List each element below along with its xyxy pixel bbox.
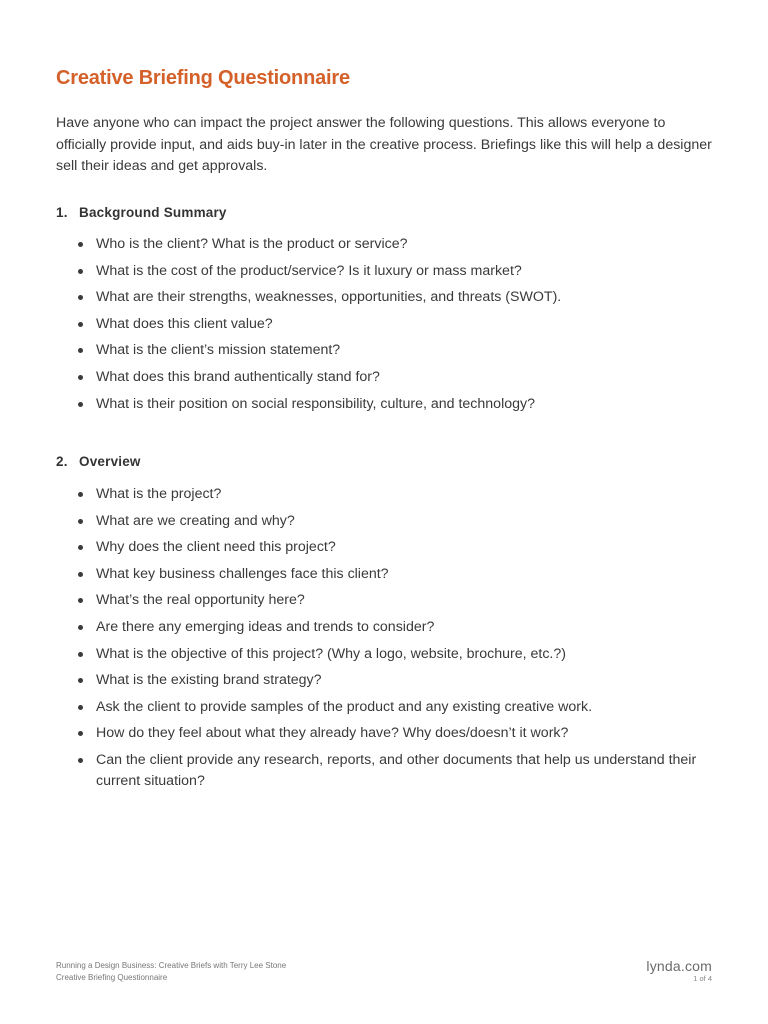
question-text: What is their position on social responsibility, culture, and technology? bbox=[96, 395, 535, 412]
list-item bbox=[78, 750, 718, 792]
list-item bbox=[78, 340, 718, 361]
question-text: What does this client value? bbox=[96, 315, 273, 332]
bullet-icon bbox=[78, 269, 83, 274]
bullet-icon bbox=[78, 652, 83, 657]
question-text: What’s the real opportunity here? bbox=[96, 592, 305, 609]
section-title: Overview bbox=[79, 454, 141, 469]
section-number: 2. bbox=[56, 454, 68, 469]
question-text: What is the existing brand strategy? bbox=[96, 672, 322, 689]
list-item bbox=[78, 484, 718, 505]
list-item bbox=[78, 590, 718, 611]
bullet-icon bbox=[78, 519, 83, 524]
list-item bbox=[78, 564, 718, 585]
bullet-icon bbox=[78, 402, 83, 407]
bullet-icon bbox=[78, 348, 83, 353]
bullet-icon bbox=[78, 492, 83, 497]
question-text: What is the objective of this project? (Why a logo, website, brochure, etc.?) bbox=[96, 645, 566, 662]
section-heading-overview bbox=[56, 452, 141, 472]
question-text: How do they feel about what they already have? Why does/doesn’t it work? bbox=[96, 725, 569, 742]
question-text: Who is the client? What is the product or service? bbox=[96, 236, 408, 252]
question-text: Ask the client to provide samples of the product and any existing creative work. bbox=[96, 698, 593, 715]
footer-course-info bbox=[56, 960, 286, 984]
bullet-icon bbox=[78, 375, 83, 380]
question-text: What are their strengths, weaknesses, opportunities, and threats (SWOT). bbox=[96, 289, 562, 306]
list-item bbox=[78, 617, 718, 638]
page-title: Creative Briefing Questionnaire bbox=[56, 67, 350, 89]
bullet-icon bbox=[78, 545, 83, 550]
bullet-icon bbox=[78, 322, 83, 327]
question-text: Are there any emerging ideas and trends to consider? bbox=[96, 618, 435, 635]
footer-branding bbox=[646, 958, 712, 984]
section-number: 1. bbox=[56, 205, 68, 220]
list-item bbox=[78, 314, 718, 335]
section-title: Background Summary bbox=[79, 205, 227, 220]
bullet-icon bbox=[78, 731, 83, 736]
list-item bbox=[78, 394, 718, 415]
list-item bbox=[78, 670, 718, 691]
question-text: What is the client’s mission statement? bbox=[96, 342, 341, 359]
question-text: Why does the client need this project? bbox=[96, 539, 336, 556]
question-text: Can the client provide any research, reports, and other documents that help us understand their current situation? bbox=[96, 751, 697, 789]
list-item bbox=[78, 287, 718, 308]
bullet-icon bbox=[78, 598, 83, 603]
footer-course-title: Running a Design Business: Creative Briefs with Terry Lee Stone bbox=[56, 961, 287, 970]
list-item bbox=[78, 511, 718, 532]
list-item bbox=[78, 537, 718, 558]
question-text: What key business challenges face this client? bbox=[96, 565, 389, 582]
bullet-icon bbox=[78, 678, 83, 683]
bullet-icon bbox=[78, 242, 83, 247]
list-item bbox=[78, 261, 718, 282]
background-summary-list bbox=[78, 234, 718, 420]
footer-document-name: Creative Briefing Questionnaire bbox=[56, 973, 168, 982]
bullet-icon bbox=[78, 705, 83, 710]
bullet-icon bbox=[78, 572, 83, 577]
question-text: What does this brand authentically stand for? bbox=[96, 368, 380, 385]
question-text: What is the project? bbox=[96, 486, 222, 502]
bullet-icon bbox=[78, 625, 83, 630]
question-text: What are we creating and why? bbox=[96, 512, 295, 529]
section-heading-background-summary bbox=[56, 203, 227, 223]
lynda-logo: lynda.com bbox=[646, 958, 712, 974]
page-number: 1 of 4 bbox=[693, 974, 712, 983]
list-item bbox=[78, 644, 718, 665]
list-item bbox=[78, 697, 718, 718]
list-item bbox=[78, 234, 718, 255]
intro-paragraph: Have anyone who can impact the project answer the following questions. This allows everyone to officially provide input, and aids buy-in later in the creative process. Briefings like this will help a designer sell their ideas and get approvals. bbox=[56, 115, 712, 174]
bullet-icon bbox=[78, 295, 83, 300]
bullet-icon bbox=[78, 758, 83, 763]
question-text: What is the cost of the product/service? Is it luxury or mass market? bbox=[96, 262, 522, 279]
overview-list bbox=[78, 484, 718, 798]
list-item bbox=[78, 367, 718, 388]
list-item bbox=[78, 723, 718, 744]
